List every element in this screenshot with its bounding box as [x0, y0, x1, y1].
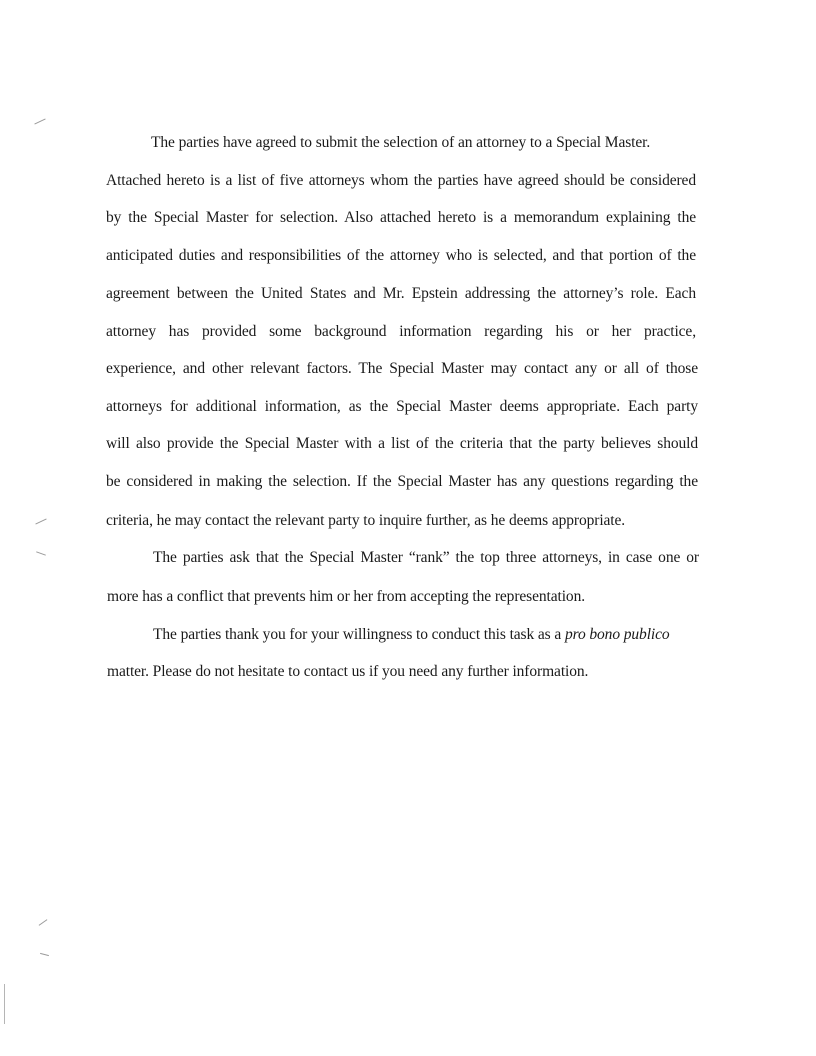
scan-artifact	[39, 919, 48, 926]
scan-artifact	[40, 953, 49, 956]
paragraph-1-line-9: will also provide the Special Master with a list of the criteria that the party believes should	[106, 435, 698, 452]
scan-artifact	[34, 119, 45, 125]
paragraph-3-line-1-text: The parties thank you for your willingness to conduct this task as a	[153, 626, 565, 643]
paragraph-1-line-10: be considered in making the selection. If the Special Master has any questions regarding the	[106, 473, 698, 490]
paragraph-1-line-2: Attached hereto is a list of five attorneys whom the parties have agreed should be considered	[106, 172, 696, 189]
paragraph-2-line-1: The parties ask that the Special Master “rank” the top three attorneys, in case one or	[153, 549, 699, 566]
scan-artifact	[4, 984, 6, 1024]
paragraph-1-line-4: anticipated duties and responsibilities of the attorney who is selected, and that portion of the	[106, 247, 696, 264]
paragraph-1-line-11: criteria, he may contact the relevant party to inquire further, as he deems appropriate.	[106, 512, 626, 529]
paragraph-1-line-6: attorney has provided some background information regarding his or her practice,	[106, 323, 696, 340]
paragraph-1-line-1: The parties have agreed to submit the selection of an attorney to a Special Master.	[151, 134, 651, 151]
paragraph-2-line-2: more has a conflict that prevents him or her from accepting the representation.	[107, 588, 586, 605]
paragraph-3-line-2: matter. Please do not hesitate to contact us if you need any further information.	[107, 663, 589, 680]
paragraph-1-line-8: attorneys for additional information, as the Special Master deems appropriate. Each party	[106, 398, 698, 415]
paragraph-1-line-3: by the Special Master for selection. Also attached hereto is a memorandum explaining the	[106, 209, 696, 226]
scan-artifact	[36, 551, 46, 555]
paragraph-3-italic-phrase: pro bono publico	[564, 626, 670, 643]
paragraph-1-line-5: agreement between the United States and Mr. Epstein addressing the attorney’s role. Each	[106, 285, 696, 302]
paragraph-3-line-1	[153, 625, 670, 645]
scan-artifact	[35, 519, 46, 525]
paragraph-1-line-7: experience, and other relevant factors. The Special Master may contact any or all of those	[106, 360, 698, 377]
